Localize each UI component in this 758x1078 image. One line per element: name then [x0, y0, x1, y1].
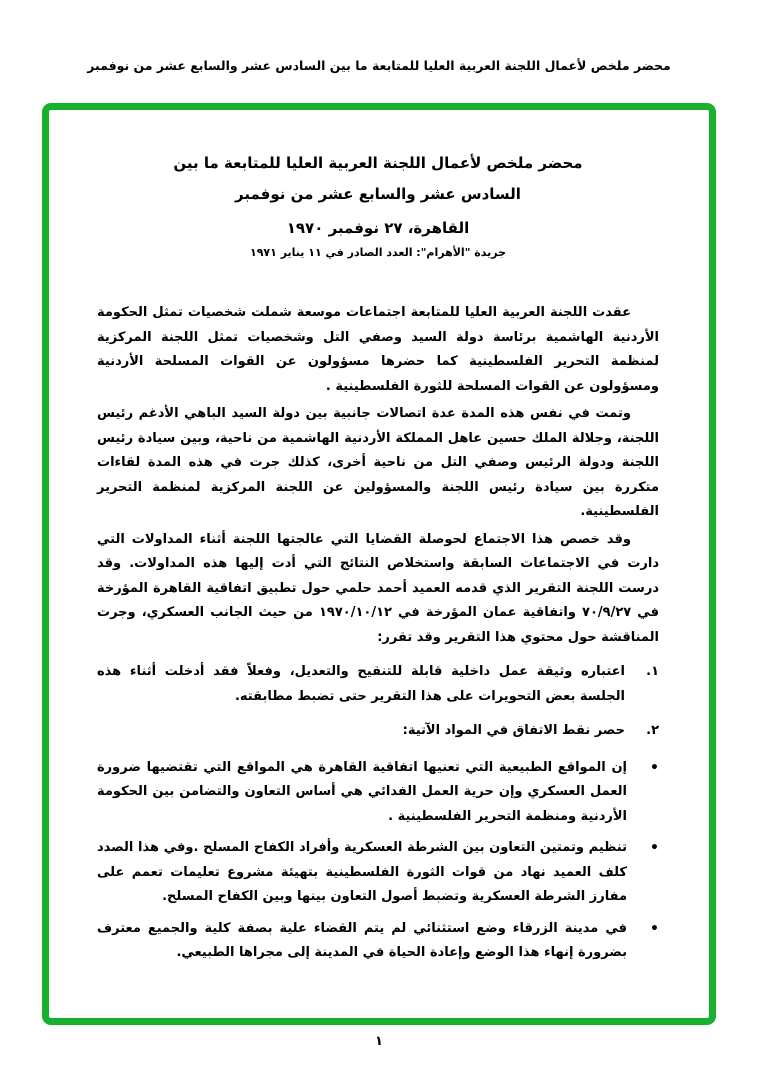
document-title-line-2: السادس عشر والسابع عشر من نوفمبر	[235, 185, 521, 203]
numbered-item-2	[97, 719, 659, 744]
bullet-icon: •	[650, 759, 659, 776]
bullet-icon: •	[650, 920, 659, 937]
item-text: حصر نقط الاتفاق في المواد الآتية:	[402, 723, 625, 738]
bullet-text: إن المواقع الطبيعية التي تعنيها اتفاقية القاهرة هي المواقع التي تقتضيها ضرورة العمل العسكري وإن حرية العمل الفدائي هي أساس التعاون والتضامن بين الحكومة الأردنية ومنظمة التحرير الفلسطينية .	[97, 759, 627, 824]
page-number: ١	[375, 1034, 383, 1049]
document-content	[49, 110, 709, 966]
document-frame	[42, 103, 716, 1025]
item-number: ١.	[646, 664, 659, 679]
item-number: ٢.	[646, 723, 659, 738]
dateline: القاهرة، ٢٧ نوفمبر ١٩٧٠	[286, 219, 470, 237]
bullet-text: تنظيم وتمتين التعاون بين الشرطة العسكرية وأفراد الكفاح المسلح .وفي هذا الصدد كلف العميد نهاد من قوات الثورة الفلسطينية بتهيئة مشروع تعليمات تعمم على مفارز الشرطة العسكرية وتضبط أصول التعاون بينها وبين الكفاح المسلح.	[97, 840, 627, 904]
paragraph-2: وتمت في نفس هذه المدة عدة اتصالات جانبية بين دولة السيد الباهي الأدغم رئيس اللجنة، وجلالة الملك حسين عاهل المملكة الأردنية الهاشمية من ناحية، وبين سيادة رئيس اللجنة ودولة الرئيس وصفي التل من ناحية أخرى، كذلك جرت في هذه المدة لقاءات متكررة بين سيادة رئيس اللجنة والمسؤولين عن اللجنة المركزية لمنظمة التحرير الفلسطينية.	[97, 406, 659, 519]
bullet-icon: •	[650, 840, 659, 856]
bullet-item-3	[97, 917, 659, 966]
paragraph-3: وقد خصص هذا الاجتماع لحوصلة القضايا التي عالجتها اللجنة أثناء المداولات التي دارت في الاجتماعات السابقة واستخلاص النتائج التي أدت إليها هذه المداولات. وقد درست اللجنة التقرير الذي قدمه العميد أحمد حلمي حول تطبيق اتفاقية القاهرة المؤرخة في ٧٠/٩/٢٧ واتفاقية عمان المؤرخة في ١٩٧٠/١٠/١٢ من حيث الجانب العسكري، وجرت المناقشة حول محتوي هذا التقرير وقد تقرر:	[97, 531, 659, 645]
bullet-item-1	[97, 756, 659, 830]
bullet-text: في مدينة الزرقاء وضع استثنائي لم يتم القضاء علية بصفة كلية والجميع معترف بضرورة إنهاء هذا الوضع وإعادة الحياة في المدينة إلى مجراها الطبيعي.	[97, 920, 627, 960]
running-header: محضر ملخص لأعمال اللجنة العربية العليا للمتابعة ما بين السادس عشر والسابع عشر من نوفمبر	[87, 58, 671, 73]
bullet-item-2	[97, 836, 659, 910]
item-text: اعتباره وثيقة عمل داخلية قابلة للتنقيح والتعديل، وفعلاً فقد أدخلت أثناء هذه الجلسة بعض التحويرات على هذا التقرير حتى تضبط مطابقته.	[97, 664, 625, 704]
numbered-item-1	[97, 660, 659, 709]
paragraph-1: عقدت اللجنة العربية العليا للمتابعة اجتماعات موسعة شملت شخصيات تمثل الحكومة الأردنية الهاشمية برئاسة دولة السيد وصفي التل وشخصيات تمثل اللجنة المركزية لمنظمة التحرير الفلسطينية كما حضرها مسؤولون عن القوات المسلحة الأردنية ومسؤولون عن القوات المسلحة للثورة الفلسطينية .	[97, 305, 659, 394]
document-title-line-1: محضر ملخص لأعمال اللجنة العربية العليا للمتابعة ما بين	[173, 154, 583, 172]
source-line: جريدة "الأهرام": العدد الصادر في ١١ يناير ١٩٧١	[250, 246, 506, 259]
